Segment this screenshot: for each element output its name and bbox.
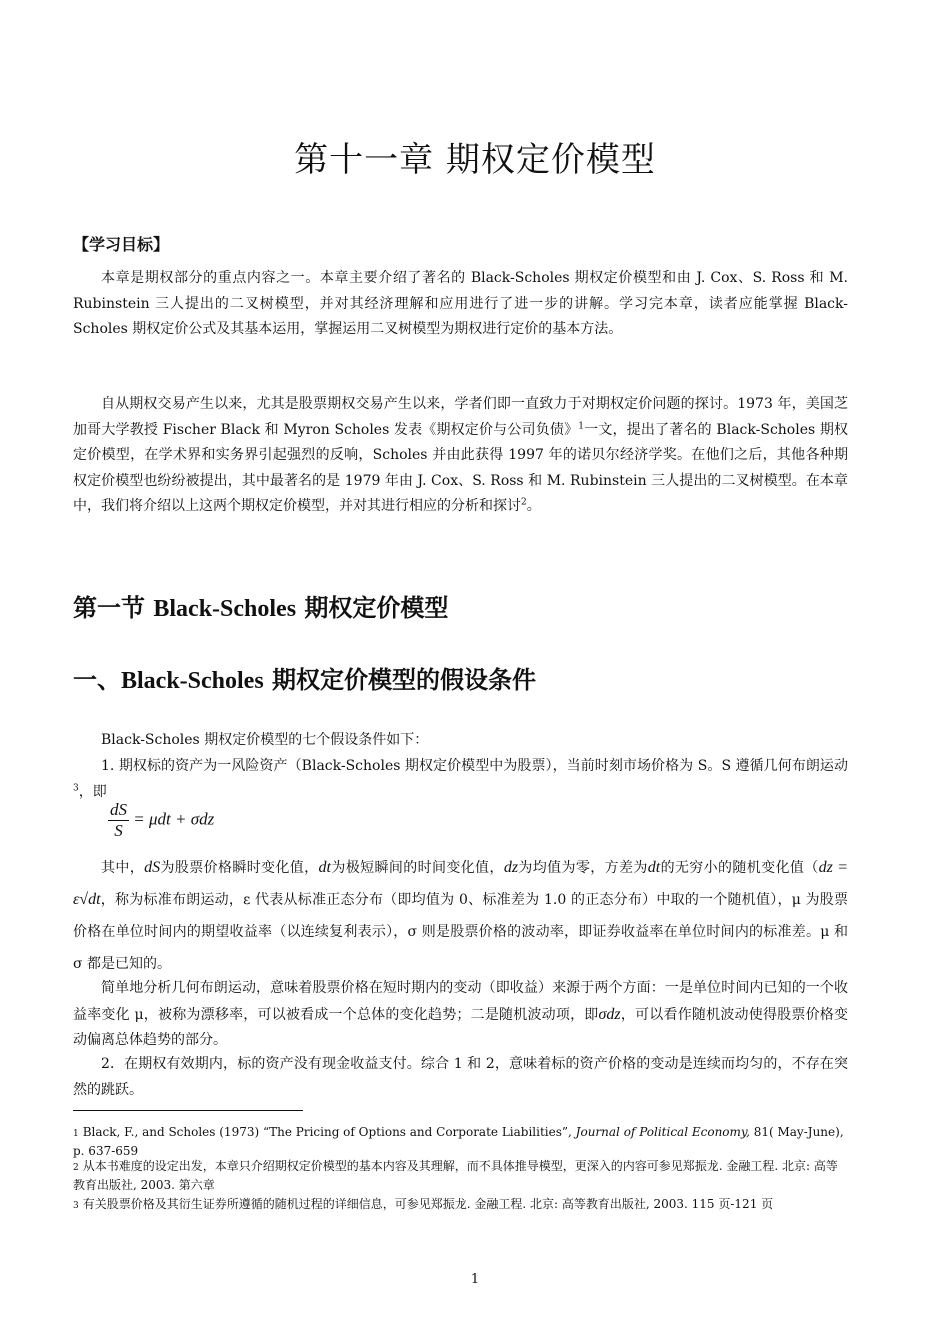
- footnote-ref-3[interactable]: 3: [73, 782, 79, 793]
- footnote-1-number: 1: [73, 1129, 79, 1139]
- subsection-title-bold: Black-Scholes: [121, 668, 264, 694]
- footnote-3-text: 有关股票价格及其衍生证券所遵循的随机过程的详细信息，可参见郑振龙. 金融工程. 北京: 高等教育出版社, 2003. 115 页-121 页: [82, 1197, 774, 1211]
- footnote-1: [73, 1124, 848, 1160]
- expl-text-b: 为股票价格瞬时变化值，: [160, 860, 319, 876]
- subsection-title-suffix: 期权定价模型的假设条件: [263, 665, 537, 694]
- formula-denominator: S: [114, 821, 123, 840]
- learning-objectives-heading: 【学习目标】: [73, 235, 170, 254]
- subsection-title-prefix: 一、: [73, 665, 121, 694]
- footnote-1-tail: 81( May-June), p. 637-659: [73, 1125, 844, 1158]
- footnote-3-number: 3: [73, 1201, 79, 1211]
- footnote-ref-1[interactable]: 1: [578, 420, 584, 431]
- formula-fraction: [108, 800, 129, 841]
- footnote-1-text: Black, F., and Scholes (1973) “The Pricing of Options and Corporate Liabilities”,: [82, 1125, 576, 1139]
- symbol-dt-2: dt: [647, 859, 661, 876]
- footnote-1-journal: Journal of Political Economy,: [575, 1125, 750, 1139]
- formula-rhs: = μdt + σdz: [133, 809, 215, 829]
- gbm-formula: [108, 800, 214, 841]
- symbol-dS: dS: [144, 859, 161, 876]
- assumption-item-1-tail: ，即: [78, 783, 107, 800]
- brownian-text-1: 简单地分析几何布朗运动，意味着股票价格在短时期内的变动（即收益）来源于两个方面：一是单位时间内已知的一个收益率变化 μ，被称为漂移率，可以被看成一个总体的变化趋势；二是随机波动项，即: [73, 980, 848, 1023]
- assumptions-intro: Black-Scholes 期权定价模型的七个假设条件如下：: [101, 732, 429, 748]
- assumption-item-2: 2．在期权有效期内，标的资产没有现金收益支付。综合 1 和 2，意味着标的资产价格的变动是连续而均匀的，不存在突然的跳跃。: [73, 1056, 848, 1098]
- footnote-2: [73, 1158, 848, 1194]
- section-title: [73, 588, 448, 623]
- expl-text-f: ，称为标准布朗运动，ε 代表从标准正态分布（即均值为 0、标准差为 1.0 的正态分布）中取的一个随机值），μ 为股票价格在单位时间内的期望收益率（以连续复利表示），σ 则是股票价格的波动率，即证券收益率在单位时间内的标准差。μ 和 σ 都是已知的。: [73, 892, 848, 972]
- page-number: 1: [470, 1272, 480, 1287]
- learning-objectives-body: 本章是期权部分的重点内容之一。本章主要介绍了著名的 Black-Scholes 期权定价模型和由 J. Cox、S. Ross 和 M. Rubinstein 三人提出的二叉树模型，并对其经济理解和应用进行了进一步的讲解。学习完本章，读者应能掌握 Black-Scholes 期权定价公式及其基本运用，掌握运用二叉树模型为期权进行定价的基本方法。: [73, 270, 848, 337]
- expl-text-a: 其中，: [101, 860, 145, 876]
- symbol-dz: dz: [503, 859, 519, 876]
- footnote-3: [73, 1196, 848, 1215]
- section-title-bold: Black-Scholes: [153, 596, 297, 622]
- footnote-2-text: 从本书难度的设定出发，本章只介绍期权定价模型的基本内容及其理解，而不具体推导模型，更深入的内容可参见郑振龙. 金融工程. 北京: 高等教育出版社, 2003. 第六章: [73, 1159, 838, 1192]
- chapter-title: 第十一章 期权定价模型: [294, 140, 656, 180]
- section-title-prefix: 第一节: [73, 593, 154, 622]
- intro-text-3: 。: [526, 498, 541, 514]
- subsection-title: [73, 660, 536, 695]
- expl-text-c: 为极短瞬间的时间变化值，: [331, 860, 504, 876]
- expl-text-d: 为均值为零，方差为: [518, 860, 648, 876]
- footnote-ref-2[interactable]: 2: [521, 497, 527, 508]
- intro-text-1: 自从期权交易产生以来，尤其是股票期权交易产生以来，学者们即一直致力于对期权定价问题的探讨。1973 年，美国芝加哥大学教授 Fischer Black 和 Myron Scholes 发表《期权定价与公司负债》: [73, 396, 848, 438]
- symbol-dz-equation: dz = ε√dt: [73, 859, 849, 908]
- footnote-divider: [73, 1110, 303, 1111]
- section-title-suffix: 期权定价模型: [296, 593, 449, 622]
- intro-text-2: 一文，提出了著名的 Black-Scholes 期权定价模型，在学术界和实务界引起强烈的反响，Scholes 并由此获得 1997 年的诺贝尔经济学奖。在他们之后，其他各种期权定价模型也纷纷被提出，其中最著名的是 1979 年由 J. Cox、S. Ross 和 M. Rubinstein 三人提出的二叉树模型。在本章中，我们将介绍以上这两个期权定价模型，并对其进行相应的分析和探讨: [73, 421, 848, 514]
- assumption-item-1: [73, 754, 848, 805]
- brownian-explanation: [73, 976, 848, 1054]
- formula-numerator: dS: [110, 800, 127, 819]
- expl-text-e: 的无穷小的随机变化值（: [660, 860, 819, 876]
- symbol-sigma-dz: σdz: [598, 1005, 621, 1023]
- assumption-item-1-text: 1. 期权标的资产为一风险资产（Black-Scholes 期权定价模型中为股票），当前时刻市场价格为 S。S 遵循几何布朗运动: [101, 758, 848, 774]
- symbol-dt: dt: [318, 859, 331, 876]
- footnote-2-number: 2: [73, 1163, 79, 1173]
- intro-paragraph: [73, 392, 848, 520]
- formula-explanation: [73, 852, 848, 980]
- brownian-text-2: ，可以看作随机波动使得股票价格变动偏离总体趋势的部分。: [73, 1006, 849, 1048]
